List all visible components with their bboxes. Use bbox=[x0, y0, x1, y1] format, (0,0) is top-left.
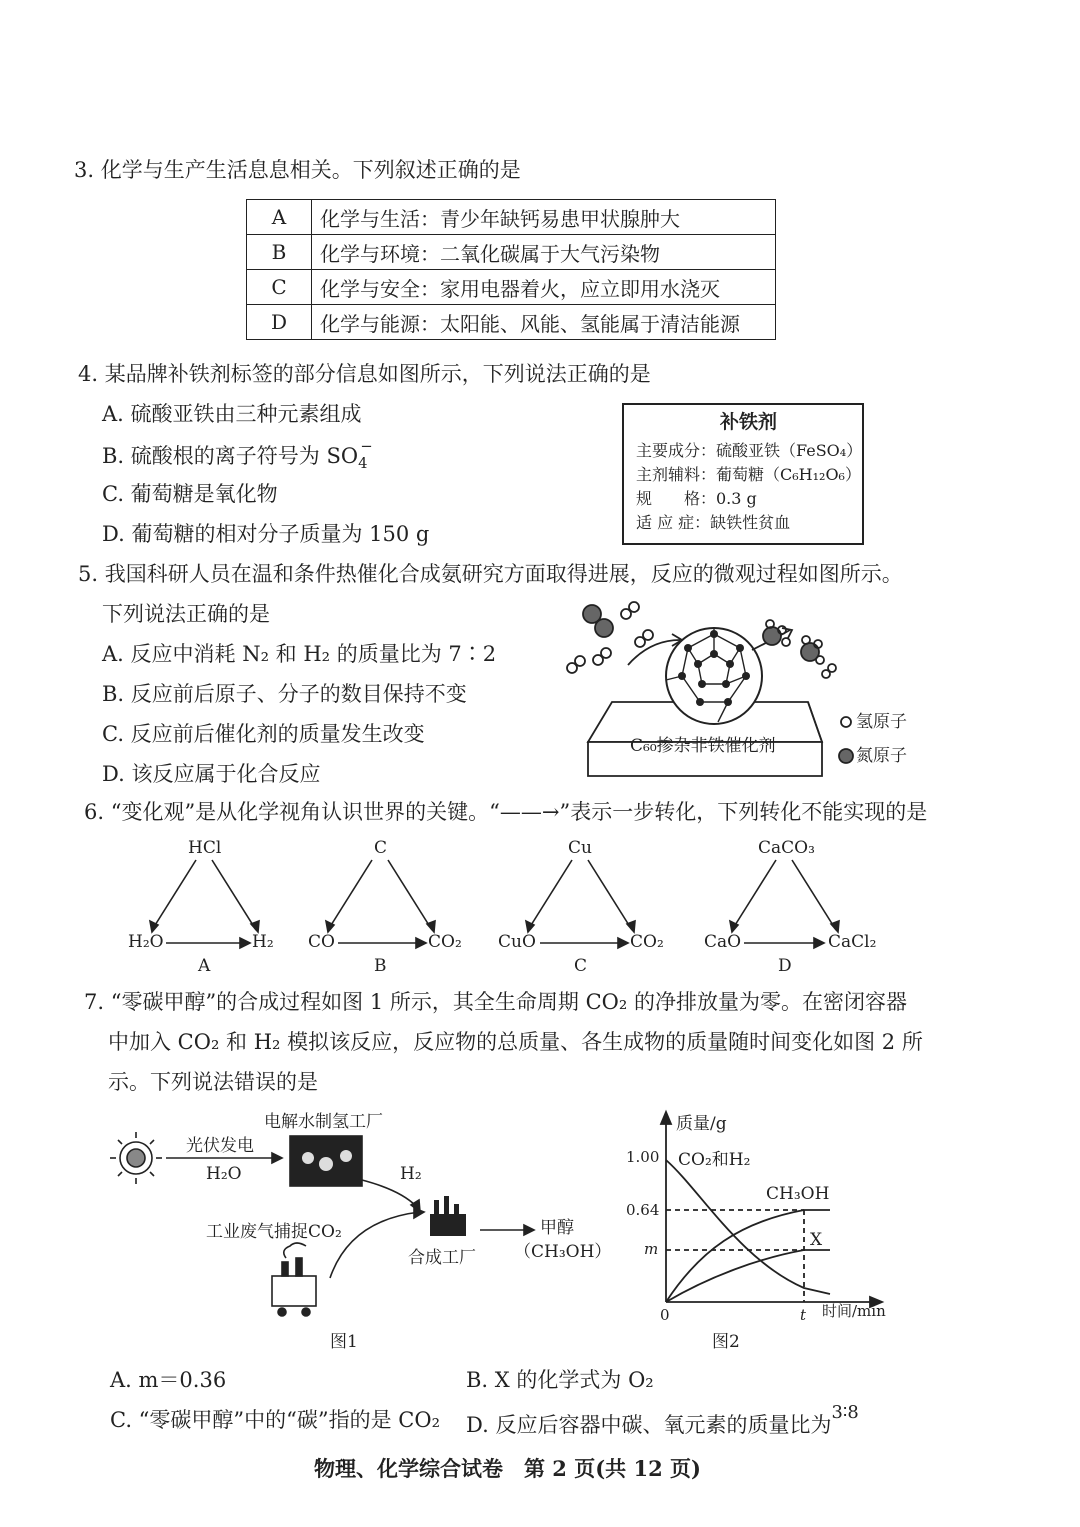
fig2-tick-t: t bbox=[800, 1306, 807, 1324]
fig2-tick-m: m bbox=[644, 1240, 659, 1258]
q6-c-right: CO₂ bbox=[630, 932, 664, 952]
q6-b-left: CO bbox=[308, 932, 335, 952]
q6-a-left: H₂O bbox=[128, 932, 164, 952]
q7-option-d-ratio: 3∶8 bbox=[831, 1402, 859, 1423]
legend-h-icon bbox=[841, 717, 851, 727]
q7-option-d bbox=[466, 1402, 859, 1438]
legend-nitrogen: 氮原子 bbox=[856, 746, 907, 766]
label-line: 主剂辅料：葡萄糖（C₆H₁₂O₆） bbox=[636, 465, 861, 484]
option-key: B bbox=[247, 235, 312, 270]
q5-stem-2: 下列说法正确的是 bbox=[102, 602, 270, 626]
fig1-h2o: H₂O bbox=[206, 1164, 242, 1184]
q6-a-top: HCl bbox=[188, 838, 222, 858]
q6-c-left: CuO bbox=[498, 932, 536, 952]
legend-n-icon bbox=[839, 749, 853, 763]
q6-a-right: H₂ bbox=[252, 932, 274, 952]
option-text: 化学与环境：二氧化碳属于大气污染物 bbox=[312, 235, 776, 270]
label-line: 主要成分：硫酸亚铁（FeSO₄） bbox=[636, 441, 863, 460]
q4-option-a: A. 硫酸亚铁由三种元素组成 bbox=[102, 402, 362, 426]
fig1-pv: 光伏发电 bbox=[186, 1136, 254, 1156]
fig1-h2-factory: 电解水制氢工厂 bbox=[264, 1112, 383, 1132]
q5-option-b: B. 反应前后原子、分子的数目保持不变 bbox=[102, 682, 467, 706]
fig2-origin: 0 bbox=[660, 1306, 670, 1324]
fig1-synthesis: 合成工厂 bbox=[408, 1248, 476, 1268]
label-line: 规 格：0.3 g bbox=[636, 489, 757, 508]
fig1-caption: 图1 bbox=[330, 1332, 358, 1352]
q6-group-c bbox=[526, 860, 635, 948]
page-footer: 物理、化学综合试卷 第 2 页(共 12 页) bbox=[314, 1456, 701, 1481]
q7-stem-3: 示。下列说法错误的是 bbox=[108, 1070, 318, 1094]
q6-d-letter: D bbox=[778, 956, 792, 976]
q4-option-c: C. 葡萄糖是氧化物 bbox=[102, 482, 278, 506]
fig1-methanol-formula: （CH₃OH） bbox=[514, 1242, 612, 1262]
synthesis-factory-icon bbox=[430, 1196, 466, 1236]
q6-d-right: CaCl₂ bbox=[828, 932, 877, 952]
q4-option-d: D. 葡萄糖的相对分子质量为 150 g bbox=[102, 522, 430, 546]
q7-option-d-text: D. 反应后容器中碳、氧元素的质量比为 bbox=[466, 1413, 832, 1437]
q6-b-letter: B bbox=[374, 956, 387, 976]
series-x bbox=[666, 1250, 830, 1302]
figure-2-chart bbox=[661, 1112, 882, 1307]
q6-a-letter: A bbox=[198, 956, 211, 976]
legend-hydrogen: 氢原子 bbox=[856, 712, 907, 732]
q6-c-top: Cu bbox=[568, 838, 592, 858]
option-key: A bbox=[247, 200, 312, 235]
fig2-ylabel: 质量/g bbox=[676, 1114, 727, 1134]
q6-c-letter: C bbox=[574, 956, 588, 976]
option-key: D bbox=[247, 305, 312, 340]
q5-option-a: A. 反应中消耗 N₂ 和 H₂ 的质量比为 7∶2 bbox=[102, 642, 497, 666]
nitrogen-atom bbox=[595, 619, 613, 637]
q6-d-top: CaCO₃ bbox=[758, 838, 815, 858]
q5-stem: 5. 我国科研人员在温和条件热催化合成氨研究方面取得进展，反应的微观过程如图所示。 bbox=[78, 562, 903, 586]
fig2-series-ch3oh: CH₃OH bbox=[766, 1184, 830, 1204]
q6-b-top: C bbox=[374, 838, 388, 858]
q4-option-b-text: B. 硫酸根的离子符号为 SO bbox=[102, 444, 359, 468]
q4-stem: 4. 某品牌补铁剂标签的部分信息如图所示，下列说法正确的是 bbox=[78, 362, 651, 386]
sun-icon bbox=[110, 1132, 162, 1184]
fig2-xlabel: 时间/min bbox=[822, 1302, 886, 1320]
q7-stem-2: 中加入 CO₂ 和 H₂ 模拟该反应，反应物的总质量、各生成物的质量随时间变化如图 2 所 bbox=[108, 1030, 923, 1054]
q3-stem: 3. 化学与生产生活息息相关。下列叙述正确的是 bbox=[74, 158, 521, 182]
q6-group-d bbox=[730, 860, 839, 948]
q6-group-b bbox=[326, 860, 435, 948]
q7-option-c: C. “零碳甲醇”中的“碳”指的是 CO₂ bbox=[110, 1408, 440, 1432]
q6-d-left: CaO bbox=[704, 932, 742, 952]
q6-stem: 6. “变化观”是从化学视角认识世界的关键。“——→”表示一步转化，下列转化不能实现的是 bbox=[84, 800, 928, 824]
fig2-series-x: X bbox=[810, 1230, 823, 1250]
waste-gas-factory-icon bbox=[272, 1243, 316, 1316]
superscript: − bbox=[360, 438, 373, 455]
option-text: 化学与生活：青少年缺钙易患甲状腺肿大 bbox=[312, 200, 776, 235]
option-text: 化学与能源：太阳能、风能、氢能属于清洁能源 bbox=[312, 305, 776, 340]
fig2-tick-064: 0.64 bbox=[626, 1201, 660, 1219]
fig1-methanol: 甲醇 bbox=[540, 1218, 574, 1238]
option-key: C bbox=[247, 270, 312, 305]
fig1-capture: 工业废气捕捉CO₂ bbox=[206, 1222, 342, 1242]
catalyst-label: C₆₀掺杂非铁催化剂 bbox=[630, 736, 776, 756]
q6-group-a bbox=[150, 860, 259, 948]
label-title: 补铁剂 bbox=[720, 411, 778, 433]
q7-option-b: B. X 的化学式为 O₂ bbox=[466, 1368, 654, 1392]
q6-b-right: CO₂ bbox=[428, 932, 462, 952]
q5-option-d: D. 该反应属于化合反应 bbox=[102, 762, 321, 786]
option-text: 化学与安全：家用电器着火，应立即用水浇灭 bbox=[312, 270, 776, 305]
fig1-h2: H₂ bbox=[400, 1164, 422, 1184]
label-line: 适 应 症：缺铁性贫血 bbox=[636, 513, 791, 532]
q5-option-c: C. 反应前后催化剂的质量发生改变 bbox=[102, 722, 425, 746]
fig2-series-reactants: CO₂和H₂ bbox=[678, 1150, 751, 1170]
q7-stem-1: 7. “零碳甲醇”的合成过程如图 1 所示，其全生命周期 CO₂ 的净排放量为零。在密闭容器 bbox=[84, 990, 907, 1014]
q7-option-a: A. m＝0.36 bbox=[110, 1368, 227, 1392]
fig2-caption: 图2 bbox=[712, 1332, 740, 1352]
fig2-tick-100: 1.00 bbox=[626, 1148, 660, 1166]
subscript: 4 bbox=[358, 455, 368, 473]
